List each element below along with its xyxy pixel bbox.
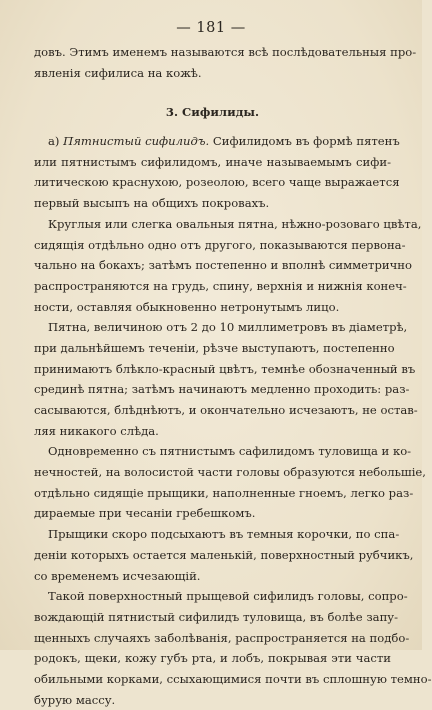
text-line: распространяются на грудь, спину, верхнія и нижнія конеч- bbox=[34, 278, 407, 293]
text-line: ности, оставляя обыкновенно нетронутымъ лицо. bbox=[34, 299, 340, 314]
text-line: явленія сифилиса на кожѣ. bbox=[34, 65, 202, 80]
text-line: при дальнѣйшемъ теченіи, рѣзче выступаютъ, постепенно bbox=[34, 340, 395, 355]
section-title: 3. Сифилиды. bbox=[165, 105, 260, 120]
text-line: ляя никакого слѣда. bbox=[34, 423, 159, 438]
text-line: чально на бокахъ; затѣмъ постепенно и вполнѣ симметрично bbox=[34, 258, 412, 273]
text-line: бурую массу. bbox=[34, 692, 116, 707]
text-line: вождающій пятнистый сифилидъ туловища, въ болѣе запу- bbox=[34, 609, 399, 624]
text-line: первый высыпъ на общихъ покровахъ. bbox=[34, 196, 270, 211]
text-line: со временемъ исчезающій. bbox=[34, 568, 201, 583]
term-italic: Пятнистый сифилидъ. bbox=[63, 134, 210, 149]
text-line: родокъ, щеки, кожу губъ рта, и лобъ, покрывая эти части bbox=[34, 651, 391, 666]
text-line: Одновременно съ пятнистымъ сафилидомъ туловища и ко- bbox=[48, 444, 412, 459]
text-line: отдѣльно сидящіе прыщики, наполненные гноемъ, легко раз- bbox=[34, 485, 414, 500]
text-line: Прыщики скоро подсыхаютъ въ темныя корочки, по спа- bbox=[48, 527, 400, 542]
text-line: щенныхъ случаяхъ заболѣванія, распространяется на подбо- bbox=[34, 630, 410, 645]
text-line: или пятнистымъ сифилидомъ, иначе называемымъ сифи- bbox=[34, 154, 391, 169]
text-line: деніи которыхъ остается маленькій, поверхностный рубчикъ, bbox=[34, 547, 414, 562]
text-line: Круглыя или слегка овальныя пятна, нѣжно-розоваго цвѣта, bbox=[48, 216, 422, 231]
text-line: срединѣ пятна; затѣмъ начинаютъ медленно проходить: раз- bbox=[34, 382, 410, 397]
text-line: обильными корками, ссыхающимися почти въ сплошную темно- bbox=[34, 671, 432, 686]
paragraph-first-line bbox=[34, 131, 400, 152]
page-body bbox=[34, 42, 432, 710]
text-line: литическою краснухою, розеолою, всего чаще выражается bbox=[34, 175, 400, 190]
text-line: дираемые при чесаніи гребешкомъ. bbox=[34, 506, 256, 521]
page-number: — 181 — bbox=[176, 20, 246, 36]
text-line: нечностей, на волосистой части головы образуются небольшіе, bbox=[34, 465, 426, 480]
text-fragment: Сифилидомъ въ формѣ пятенъ bbox=[212, 134, 400, 149]
text-line: довъ. Этимъ именемъ называются всѣ послѣдовательныя про- bbox=[34, 45, 417, 59]
text-line: Пятна, величиною отъ 2 до 10 миллиметровъ въ діаметрѣ, bbox=[48, 320, 408, 335]
text-line: принимаютъ блѣкло-красный цвѣтъ, темнѣе обозначенный въ bbox=[34, 361, 416, 376]
text-line: сидящія отдѣльно одно отъ другого, показываются первона- bbox=[34, 237, 406, 252]
text-line: Такой поверхностный прыщевой сифилидъ головы, сопро- bbox=[48, 589, 408, 604]
item-label: а) bbox=[48, 134, 60, 149]
text-line: сасываются, блѣднѣютъ, и окончательно исчезаютъ, не остав- bbox=[34, 403, 418, 417]
